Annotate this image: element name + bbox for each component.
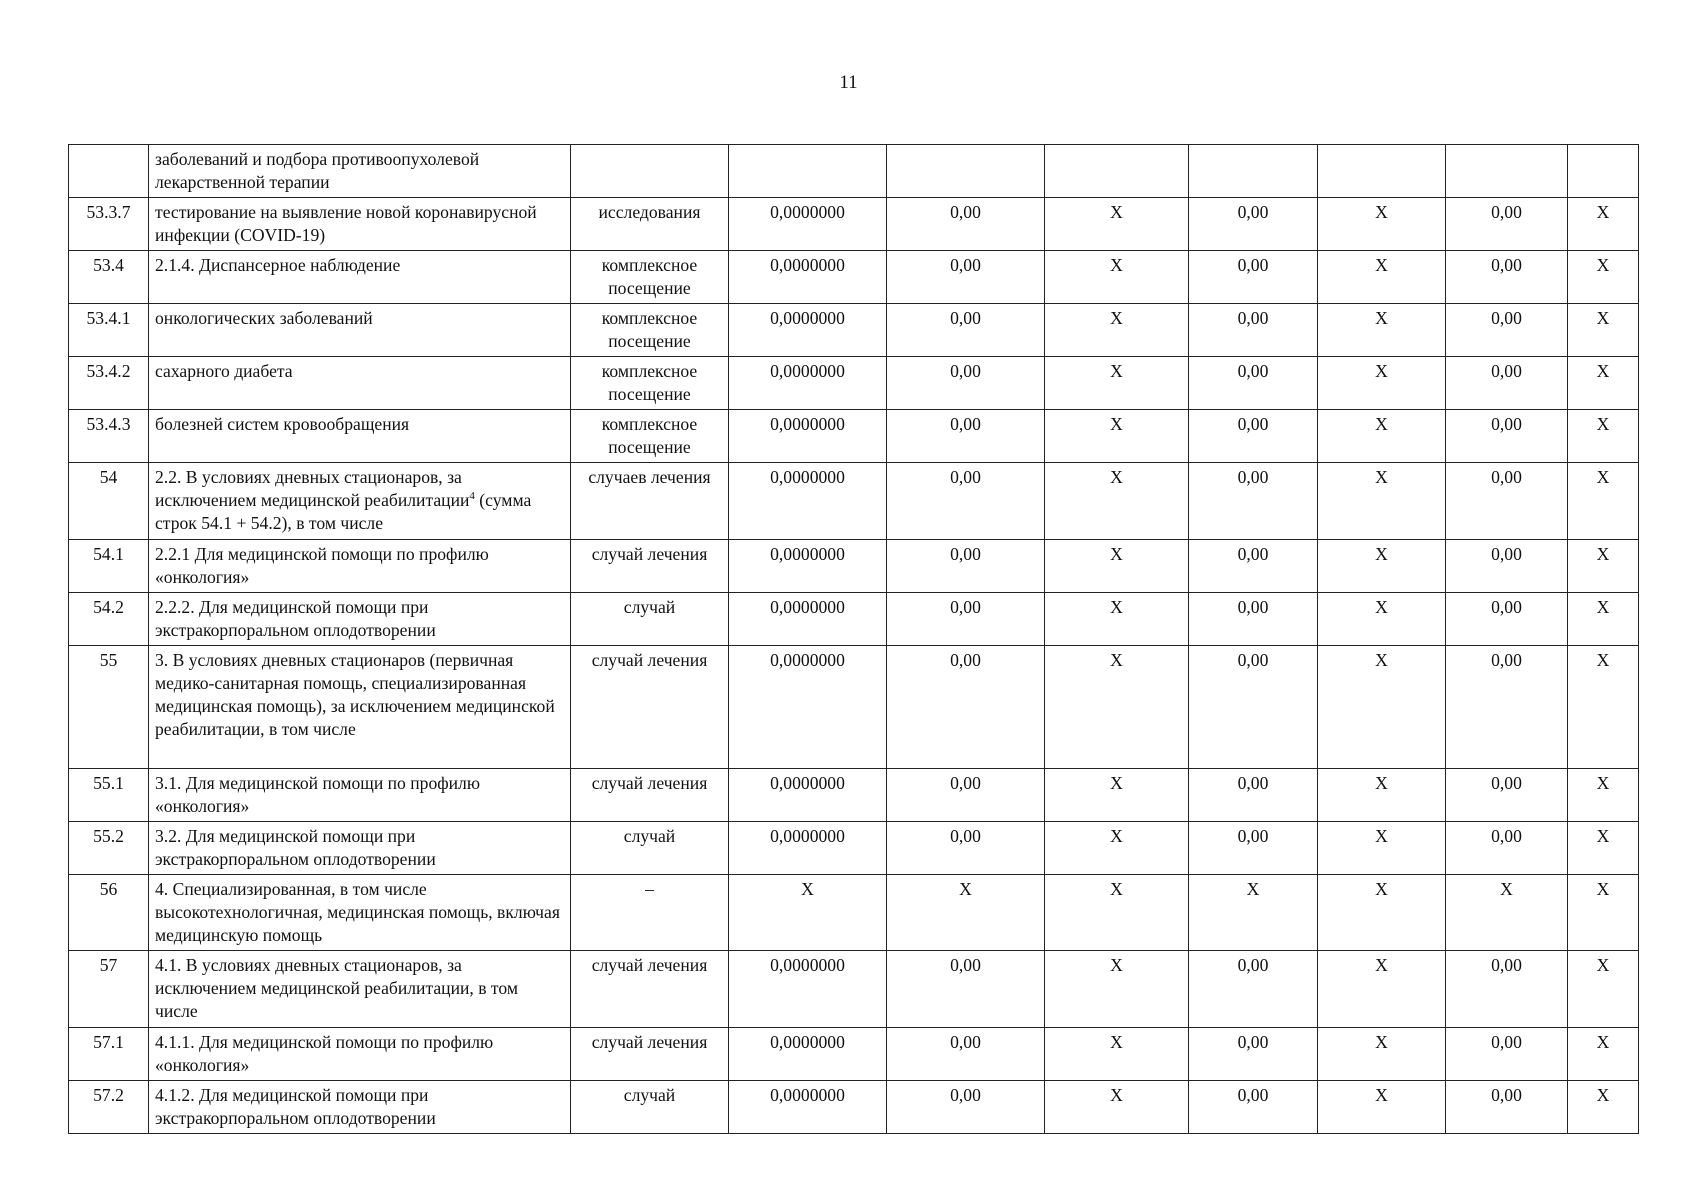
value-cell-5: X	[1318, 357, 1446, 410]
value-cell-3	[1045, 145, 1189, 198]
row-name-text: тестирование на выявление новой коронавирусной инфекции (COVID-19)	[155, 202, 537, 245]
row-name-text: 3.1. Для медицинской помощи по профилю «онкология»	[155, 773, 480, 816]
value-cell-7: X	[1568, 593, 1639, 646]
value-cell-6: 0,00	[1446, 593, 1568, 646]
value-cell-6: 0,00	[1446, 463, 1568, 540]
value-cell-3: X	[1045, 822, 1189, 875]
table-row	[69, 769, 1639, 822]
row-number-cell: 55.1	[69, 769, 149, 822]
row-name-text: 2.2.2. Для медицинской помощи при экстракорпоральном оплодотворении	[155, 597, 436, 640]
value-cell-1: 0,0000000	[729, 463, 887, 540]
row-name-text: заболеваний и подбора противоопухолевой лекарственной терапии	[155, 149, 480, 192]
row-name-cell	[149, 769, 571, 822]
value-cell-6: 0,00	[1446, 410, 1568, 463]
value-cell-1: 0,0000000	[729, 198, 887, 251]
value-cell-4: 0,00	[1189, 251, 1318, 304]
value-cell-3: X	[1045, 357, 1189, 410]
value-cell-3: X	[1045, 769, 1189, 822]
value-cell-6: 0,00	[1446, 540, 1568, 593]
table-row	[69, 646, 1639, 769]
value-cell-5: X	[1318, 822, 1446, 875]
value-cell-4: 0,00	[1189, 410, 1318, 463]
unit-cell: случай лечения	[571, 540, 729, 593]
value-cell-4: 0,00	[1189, 1028, 1318, 1081]
value-cell-7: X	[1568, 410, 1639, 463]
row-number-cell: 55.2	[69, 822, 149, 875]
row-name-text: 4.1.2. Для медицинской помощи при экстракорпоральном оплодотворении	[155, 1085, 436, 1128]
value-cell-2: 0,00	[887, 951, 1045, 1028]
value-cell-3: X	[1045, 463, 1189, 540]
data-table	[68, 144, 1639, 1134]
value-cell-2: 0,00	[887, 593, 1045, 646]
value-cell-6	[1446, 145, 1568, 198]
value-cell-5: X	[1318, 769, 1446, 822]
value-cell-2: 0,00	[887, 1081, 1045, 1134]
table-row	[69, 251, 1639, 304]
row-name-text: 2.1.4. Диспансерное наблюдение	[155, 255, 401, 275]
value-cell-1: X	[729, 875, 887, 951]
value-cell-3: X	[1045, 646, 1189, 769]
row-number-cell: 53.4	[69, 251, 149, 304]
value-cell-6: 0,00	[1446, 1028, 1568, 1081]
row-name-cell	[149, 357, 571, 410]
value-cell-1: 0,0000000	[729, 540, 887, 593]
value-cell-5: X	[1318, 410, 1446, 463]
value-cell-1: 0,0000000	[729, 951, 887, 1028]
row-number-cell	[69, 145, 149, 198]
row-name-cell	[149, 1028, 571, 1081]
value-cell-4: 0,00	[1189, 540, 1318, 593]
value-cell-3: X	[1045, 593, 1189, 646]
value-cell-2: 0,00	[887, 540, 1045, 593]
table-row	[69, 822, 1639, 875]
value-cell-7: X	[1568, 198, 1639, 251]
value-cell-7: X	[1568, 822, 1639, 875]
value-cell-7: X	[1568, 769, 1639, 822]
value-cell-4: 0,00	[1189, 198, 1318, 251]
table-row	[69, 463, 1639, 540]
value-cell-7: X	[1568, 1081, 1639, 1134]
value-cell-5: X	[1318, 251, 1446, 304]
row-name-text: 3. В условиях дневных стационаров (первичная медико-санитарная помощь, специализированная медицинская помощь), за исключением медицинской реабилитации, в том числе	[155, 650, 555, 739]
table-body	[69, 145, 1639, 1134]
value-cell-7: X	[1568, 951, 1639, 1028]
value-cell-3: X	[1045, 540, 1189, 593]
row-number-cell: 56	[69, 875, 149, 951]
row-name-text: 4.1. В условиях дневных стационаров, за исключением медицинской реабилитации, в том числе	[155, 955, 518, 1021]
row-name-cell	[149, 410, 571, 463]
row-name-text: 3.2. Для медицинской помощи при экстракорпоральном оплодотворении	[155, 826, 436, 869]
value-cell-6: 0,00	[1446, 951, 1568, 1028]
unit-cell: комплексное посещение	[571, 304, 729, 357]
value-cell-5: X	[1318, 304, 1446, 357]
value-cell-6: 0,00	[1446, 304, 1568, 357]
table-row	[69, 540, 1639, 593]
value-cell-6: 0,00	[1446, 1081, 1568, 1134]
row-number-cell: 57	[69, 951, 149, 1028]
value-cell-1: 0,0000000	[729, 769, 887, 822]
row-name-cell	[149, 646, 571, 769]
value-cell-4: 0,00	[1189, 951, 1318, 1028]
row-name-cell	[149, 251, 571, 304]
row-number-cell: 53.4.2	[69, 357, 149, 410]
value-cell-2: 0,00	[887, 357, 1045, 410]
value-cell-4: 0,00	[1189, 593, 1318, 646]
value-cell-7: X	[1568, 304, 1639, 357]
row-name-cell	[149, 198, 571, 251]
value-cell-6: 0,00	[1446, 198, 1568, 251]
value-cell-4: 0,00	[1189, 646, 1318, 769]
unit-cell: комплексное посещение	[571, 410, 729, 463]
row-number-cell: 53.4.1	[69, 304, 149, 357]
row-name-tail: (сумма строк 54.1 + 54.2), в том числе	[155, 490, 532, 533]
row-name-cell	[149, 875, 571, 951]
value-cell-1: 0,0000000	[729, 357, 887, 410]
value-cell-2: 0,00	[887, 646, 1045, 769]
row-number-cell: 55	[69, 646, 149, 769]
unit-cell: случай лечения	[571, 769, 729, 822]
value-cell-3: X	[1045, 1028, 1189, 1081]
value-cell-5: X	[1318, 1028, 1446, 1081]
value-cell-4: 0,00	[1189, 357, 1318, 410]
value-cell-5	[1318, 145, 1446, 198]
unit-cell: случай	[571, 822, 729, 875]
row-number-cell: 57.1	[69, 1028, 149, 1081]
value-cell-6: 0,00	[1446, 769, 1568, 822]
row-name-text: болезней систем кровообращения	[155, 414, 410, 434]
value-cell-3: X	[1045, 875, 1189, 951]
value-cell-3: X	[1045, 410, 1189, 463]
row-number-cell: 54.2	[69, 593, 149, 646]
value-cell-5: X	[1318, 646, 1446, 769]
value-cell-6: X	[1446, 875, 1568, 951]
row-name-text: сахарного диабета	[155, 361, 293, 381]
value-cell-5: X	[1318, 1081, 1446, 1134]
table-row	[69, 593, 1639, 646]
value-cell-7: X	[1568, 357, 1639, 410]
value-cell-6: 0,00	[1446, 646, 1568, 769]
value-cell-7: X	[1568, 875, 1639, 951]
value-cell-3: X	[1045, 251, 1189, 304]
page-number: 11	[839, 72, 858, 93]
table-row	[69, 951, 1639, 1028]
row-number-cell: 57.2	[69, 1081, 149, 1134]
row-name-cell	[149, 822, 571, 875]
unit-cell: комплексное посещение	[571, 357, 729, 410]
row-number-cell: 54	[69, 463, 149, 540]
unit-cell: случай лечения	[571, 1028, 729, 1081]
value-cell-2: 0,00	[887, 1028, 1045, 1081]
value-cell-4: 0,00	[1189, 822, 1318, 875]
row-number-cell: 54.1	[69, 540, 149, 593]
value-cell-4: 0,00	[1189, 1081, 1318, 1134]
table-row	[69, 1081, 1639, 1134]
value-cell-1: 0,0000000	[729, 1028, 887, 1081]
value-cell-2: 0,00	[887, 304, 1045, 357]
row-name-text: онкологических заболеваний	[155, 308, 373, 328]
value-cell-7: X	[1568, 540, 1639, 593]
table-row	[69, 357, 1639, 410]
unit-cell: случай лечения	[571, 646, 729, 769]
row-name-text: 4. Специализированная, в том числе высокотехнологичная, медицинская помощь, включая медицинскую помощь	[155, 879, 560, 945]
table-row	[69, 145, 1639, 198]
value-cell-1: 0,0000000	[729, 646, 887, 769]
value-cell-1: 0,0000000	[729, 1081, 887, 1134]
value-cell-3: X	[1045, 198, 1189, 251]
row-name-cell	[149, 951, 571, 1028]
table-row	[69, 1028, 1639, 1081]
unit-cell: –	[571, 875, 729, 951]
unit-cell	[571, 145, 729, 198]
value-cell-4	[1189, 145, 1318, 198]
value-cell-1: 0,0000000	[729, 251, 887, 304]
value-cell-1: 0,0000000	[729, 822, 887, 875]
value-cell-2: 0,00	[887, 198, 1045, 251]
value-cell-5: X	[1318, 875, 1446, 951]
row-name-text: 2.2. В условиях дневных стационаров, за исключением медицинской реабилитации	[155, 467, 470, 510]
unit-cell: случаев лечения	[571, 463, 729, 540]
unit-cell: комплексное посещение	[571, 251, 729, 304]
row-name-text: 4.1.1. Для медицинской помощи по профилю «онкология»	[155, 1032, 494, 1075]
value-cell-5: X	[1318, 593, 1446, 646]
value-cell-2: 0,00	[887, 251, 1045, 304]
value-cell-5: X	[1318, 463, 1446, 540]
unit-cell: случай	[571, 1081, 729, 1134]
unit-cell: случай	[571, 593, 729, 646]
table-row	[69, 875, 1639, 951]
value-cell-7	[1568, 145, 1639, 198]
value-cell-4: 0,00	[1189, 304, 1318, 357]
table-row	[69, 198, 1639, 251]
value-cell-7: X	[1568, 463, 1639, 540]
value-cell-2: 0,00	[887, 822, 1045, 875]
value-cell-2: X	[887, 875, 1045, 951]
value-cell-3: X	[1045, 951, 1189, 1028]
row-number-cell: 53.3.7	[69, 198, 149, 251]
table-row	[69, 304, 1639, 357]
value-cell-6: 0,00	[1446, 357, 1568, 410]
value-cell-3: X	[1045, 304, 1189, 357]
table-row	[69, 410, 1639, 463]
value-cell-1: 0,0000000	[729, 304, 887, 357]
value-cell-6: 0,00	[1446, 251, 1568, 304]
value-cell-2: 0,00	[887, 463, 1045, 540]
value-cell-7: X	[1568, 1028, 1639, 1081]
unit-cell: исследования	[571, 198, 729, 251]
value-cell-7: X	[1568, 646, 1639, 769]
value-cell-3: X	[1045, 1081, 1189, 1134]
value-cell-5: X	[1318, 198, 1446, 251]
value-cell-4: X	[1189, 875, 1318, 951]
value-cell-5: X	[1318, 951, 1446, 1028]
value-cell-1: 0,0000000	[729, 593, 887, 646]
value-cell-2: 0,00	[887, 410, 1045, 463]
unit-cell: случай лечения	[571, 951, 729, 1028]
row-name-cell	[149, 463, 571, 540]
row-name-text: 2.2.1 Для медицинской помощи по профилю «онкология»	[155, 544, 489, 587]
value-cell-4: 0,00	[1189, 769, 1318, 822]
value-cell-7: X	[1568, 251, 1639, 304]
value-cell-5: X	[1318, 540, 1446, 593]
row-name-cell	[149, 145, 571, 198]
row-name-cell	[149, 593, 571, 646]
value-cell-2: 0,00	[887, 769, 1045, 822]
value-cell-4: 0,00	[1189, 463, 1318, 540]
value-cell-6: 0,00	[1446, 822, 1568, 875]
value-cell-2	[887, 145, 1045, 198]
row-name-cell	[149, 540, 571, 593]
row-name-cell	[149, 1081, 571, 1134]
footnote-marker: 4	[469, 490, 475, 503]
value-cell-1	[729, 145, 887, 198]
value-cell-1: 0,0000000	[729, 410, 887, 463]
row-name-cell	[149, 304, 571, 357]
row-number-cell: 53.4.3	[69, 410, 149, 463]
